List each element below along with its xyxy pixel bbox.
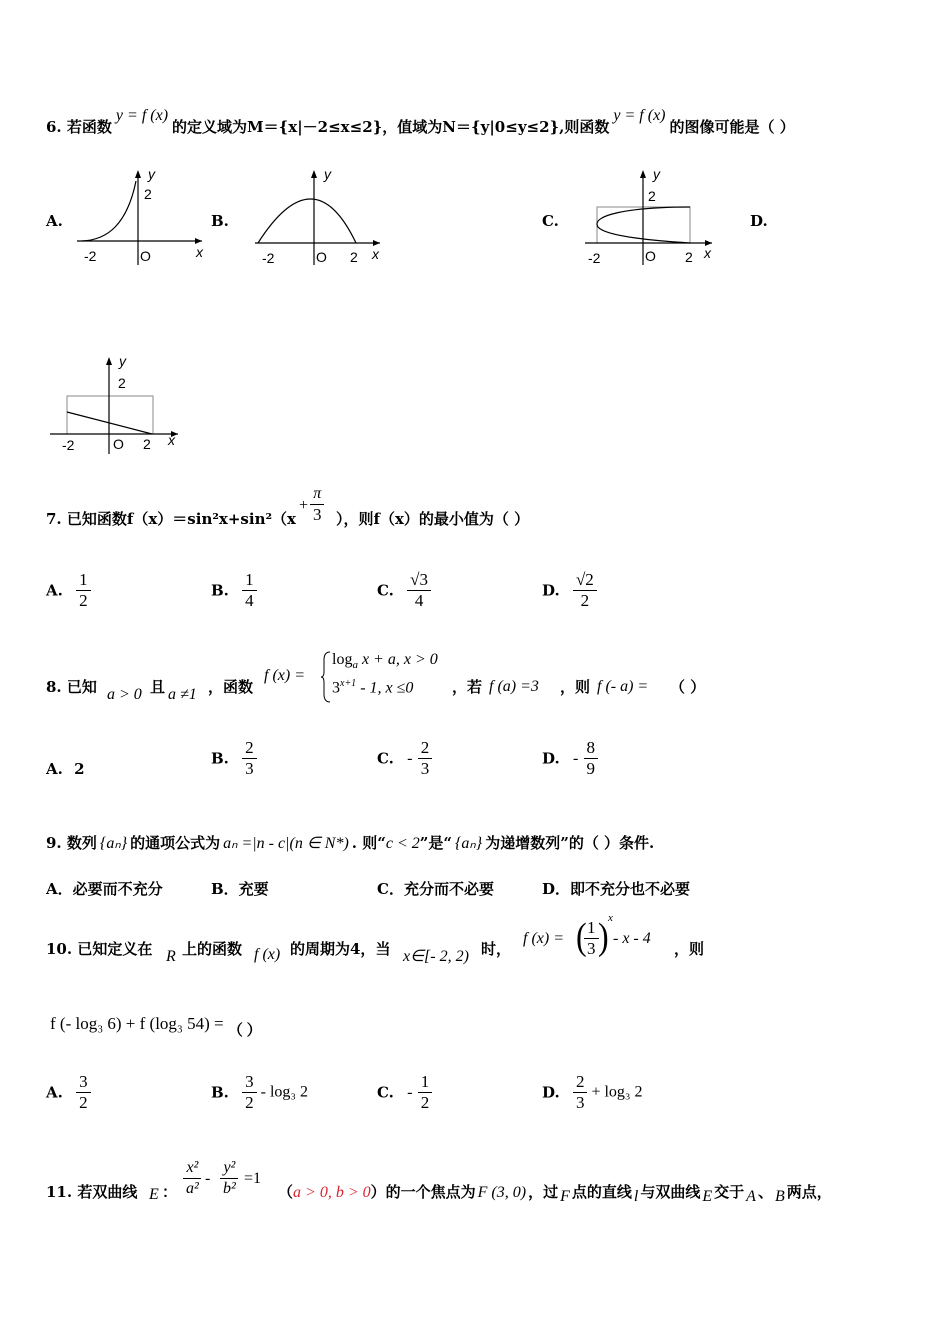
denominator: a² — [186, 1180, 199, 1197]
q11-cond-red: a > 0, b > 0 — [293, 1184, 371, 1201]
q8-case-1 — [332, 651, 438, 671]
q10-option-d-label: D. — [542, 1083, 560, 1102]
denominator: 2 — [580, 591, 590, 610]
q9-formula: aₙ =|n - c|(n ∈ N*) — [223, 835, 349, 852]
q9-seq-2: {aₙ} — [455, 835, 483, 852]
label-neg2: -2 — [84, 248, 97, 264]
q7-option-b[interactable] — [211, 570, 257, 611]
q10-text-5: ，则 — [674, 940, 705, 958]
label-2: 2 — [350, 249, 358, 265]
q10-option-b-tail: - log₃ 2 — [256, 1083, 308, 1101]
q8-option-b-fraction — [242, 738, 257, 779]
q7-option-d[interactable] — [542, 570, 597, 611]
q6-option-d-label[interactable]: D. — [750, 212, 768, 230]
q11-text-1: 若双曲线 — [77, 1183, 138, 1201]
denominator: 3 — [587, 939, 596, 958]
numerator: 1 — [242, 570, 257, 591]
q10-option-a-label: A. — [46, 1083, 63, 1102]
q10-text-4: 时， — [481, 940, 512, 958]
label-y: y — [119, 353, 126, 369]
q6-func: y = f (x) — [115, 107, 169, 124]
numerator: 1 — [76, 570, 91, 591]
q11-F-2: F — [560, 1188, 570, 1205]
q8-option-d-sign: - — [572, 749, 579, 767]
q6-graph-c — [580, 165, 720, 270]
q6-graph-b — [252, 165, 392, 270]
label-x: x — [196, 244, 203, 260]
q8-option-d-fraction — [584, 738, 599, 779]
q10-option-b-label: B. — [211, 1083, 229, 1102]
q9-cond: c < 2 — [385, 835, 420, 852]
q7-option-d-fraction — [573, 570, 597, 611]
q11-number: 11. — [46, 1183, 73, 1201]
q11-text-8: 两点， — [786, 1183, 832, 1201]
q7-option-a[interactable] — [46, 570, 91, 611]
label-origin: O — [140, 248, 151, 264]
q8-option-c-label: C. — [377, 749, 394, 768]
denominator: 3 — [420, 759, 430, 778]
q11-minus: - — [205, 1170, 211, 1187]
q11-colon: ： — [162, 1183, 178, 1201]
q7-pi: π — [310, 484, 324, 505]
q6-option-a-label[interactable]: A. — [46, 212, 63, 230]
q11-cond-close: ） — [370, 1183, 386, 1201]
numerator: 2 — [573, 1072, 588, 1093]
q10-fx: f (x) — [254, 946, 281, 963]
q11-x-fraction — [183, 1158, 202, 1199]
q6-text-3: 的图像可能是（ ） — [669, 118, 795, 136]
numerator: 2 — [418, 738, 433, 759]
label-2: 2 — [144, 186, 152, 202]
label-x: x — [372, 246, 379, 262]
q8-option-c-fraction — [418, 738, 433, 779]
q11-cond-open: （ — [278, 1183, 294, 1201]
q6-option-c-label[interactable]: C. — [542, 212, 559, 230]
numerator: 3 — [76, 1072, 91, 1093]
q8-cond-2: a ≠1 — [168, 686, 197, 703]
q8-text-5: ，则 — [560, 678, 591, 696]
q10-domain: x∈[- 2, 2) — [403, 948, 469, 965]
label-x: x — [168, 432, 175, 448]
q10-option-b-fraction — [242, 1072, 257, 1113]
q6-text-1: 若函数 — [66, 118, 112, 136]
y-axis-arrow-icon — [311, 170, 317, 178]
label-x: x — [704, 245, 711, 261]
q8-cond-1: a > 0 — [107, 686, 142, 703]
q7-plus: + — [299, 497, 309, 514]
denominator: 2 — [79, 591, 88, 610]
q7-option-a-fraction — [76, 570, 91, 611]
q8-paren: （ ） — [670, 678, 706, 696]
q10-text-2: 上的函数 — [182, 940, 243, 958]
q6-graph-d — [46, 352, 186, 457]
q7-option-c-label: C. — [377, 581, 394, 600]
q8-case-1-sub: a — [352, 659, 358, 672]
q8-option-a-label: A. — [46, 760, 63, 778]
q11-number-text — [46, 1181, 137, 1202]
q9-option-a[interactable]: A．必要而不充分 — [46, 880, 163, 898]
q10-option-c-fraction — [418, 1072, 433, 1113]
numerator: √2 — [573, 570, 597, 591]
q10-expression — [50, 1013, 262, 1039]
denominator: 2 — [420, 1093, 430, 1112]
label-y: y — [324, 166, 331, 182]
q10-formula-lhs: f (x) = — [523, 930, 564, 947]
q6-line — [46, 107, 795, 137]
q8-text-3: ，函数 — [208, 678, 254, 696]
q7-tail: ），则f（x）的最小值为（ ） — [336, 510, 530, 528]
numerator: 1 — [418, 1072, 433, 1093]
label-origin: O — [316, 249, 327, 265]
q8-text-1: 已知 — [66, 678, 97, 696]
q7-option-b-label: B. — [211, 581, 229, 600]
q11-E-2: E — [702, 1188, 713, 1205]
q6-text-2: 的定义域为M＝{x|－2≤x≤2}，值域为N＝{y|0≤y≤2},则函数 — [172, 118, 610, 136]
q8-fa: f (a) =3 — [489, 678, 539, 695]
q10-option-b[interactable] — [211, 1072, 308, 1113]
q10-formula-tail: - x - 4 — [613, 930, 651, 947]
q11-F: F (3, 0) — [477, 1184, 527, 1201]
q8-option-d[interactable] — [542, 738, 598, 779]
q10-formula-exp: x — [608, 912, 613, 924]
q11-cond — [278, 1181, 832, 1205]
q11-text-7: 、 — [757, 1183, 773, 1201]
q10-expr: f (- log₃ 6) + f (log₃ 54) = — [50, 1014, 224, 1033]
denominator: 9 — [586, 759, 595, 778]
denominator: b² — [223, 1180, 236, 1197]
q8-number: 8. — [46, 678, 62, 696]
y-axis-arrow-icon — [135, 170, 141, 178]
label-origin: O — [645, 248, 656, 264]
denominator: 4 — [245, 591, 254, 610]
q11-text-6: 交于 — [714, 1183, 745, 1201]
q10-text-3: 的周期为4，当 — [290, 940, 391, 958]
q10-option-d-tail: + log₃ 2 — [587, 1083, 643, 1101]
q9-text-5: 为递增数列”的（ ）条件. — [485, 834, 655, 852]
q6-number: 6. — [46, 118, 62, 136]
q10-line-1 — [46, 938, 152, 959]
label-2: 2 — [143, 436, 151, 452]
label-neg2: -2 — [62, 437, 75, 453]
q8-case-1-log: log — [332, 651, 353, 668]
q8-number-text — [46, 676, 97, 697]
q9-option-d[interactable]: D．即不充分也不必要 — [542, 880, 691, 898]
q9-number: 9. — [46, 834, 62, 852]
q8-text-4: ，若 — [452, 678, 483, 696]
q8-option-b[interactable] — [211, 738, 257, 779]
q8-option-b-label: B. — [211, 749, 229, 768]
q6-option-b-label[interactable]: B. — [211, 212, 229, 230]
q11-text-3: ，过 — [528, 1183, 559, 1201]
label-y: y — [653, 166, 660, 182]
q8-option-c-sign: - — [407, 749, 413, 767]
q11-eq: =1 — [244, 1170, 262, 1187]
numerator: x² — [183, 1158, 201, 1179]
q10-option-d[interactable] — [542, 1072, 642, 1113]
q8-option-a[interactable] — [46, 760, 85, 778]
q8-fx: f (x) = — [264, 667, 305, 684]
q11-text-5: 与双曲线 — [640, 1183, 701, 1201]
y-axis-arrow-icon — [640, 170, 646, 178]
numerator: 3 — [242, 1072, 257, 1093]
q10-option-a[interactable] — [46, 1072, 91, 1113]
curve — [258, 199, 356, 243]
label-2-top: 2 — [118, 375, 126, 391]
q7-option-c[interactable] — [377, 570, 431, 611]
q10-option-d-fraction — [573, 1072, 588, 1113]
q7-option-c-fraction — [407, 570, 431, 611]
q9-option-b[interactable]: B．充要 — [211, 880, 269, 898]
q9-text-1: 数列 — [66, 834, 97, 852]
q9-text-2: 的通项公式为 — [130, 834, 221, 852]
q7-option-b-fraction — [242, 570, 257, 611]
q8-brace-icon — [320, 650, 332, 704]
q7-number: 7. — [46, 510, 62, 528]
q11-A: A — [746, 1188, 756, 1205]
q9-text-3: . 则“ — [351, 834, 386, 852]
q11-y-fraction — [220, 1158, 239, 1199]
denominator: 2 — [245, 1093, 254, 1112]
q11-l: l — [633, 1188, 639, 1205]
denominator: 2 — [79, 1093, 88, 1112]
q7-option-a-label: A. — [46, 581, 63, 600]
y-axis-arrow-icon — [106, 357, 112, 365]
q10-R: R — [166, 948, 176, 965]
label-2: 2 — [685, 249, 693, 265]
q8-option-d-label: D. — [542, 749, 560, 768]
q8-option-c[interactable] — [377, 738, 432, 779]
q11-text-2: 的一个焦点为 — [385, 1183, 476, 1201]
label-neg2: -2 — [262, 250, 275, 266]
q7-option-d-label: D. — [542, 581, 560, 600]
curve — [82, 181, 136, 241]
q10-option-c-label: C. — [377, 1083, 394, 1102]
q8-option-a-value: 2 — [74, 760, 85, 778]
q10-formula-fraction — [584, 918, 599, 959]
q7-pi-fraction — [310, 484, 325, 525]
q11-text-4: 点的直线 — [571, 1183, 632, 1201]
label-y: y — [148, 166, 155, 182]
q11-E: E — [149, 1186, 159, 1203]
q10-paren-close-icon: ) — [598, 914, 609, 958]
q8-f-minus-a: f (- a) = — [597, 678, 649, 695]
label-2-top: 2 — [648, 188, 656, 204]
q9-text-4: ”是“ — [419, 834, 453, 852]
q10-option-c-sign: - — [407, 1083, 413, 1101]
q9-line — [46, 832, 654, 853]
q7-line — [46, 508, 296, 529]
numerator: y² — [220, 1158, 238, 1179]
label-origin: O — [113, 436, 124, 452]
numerator: √3 — [407, 570, 431, 591]
denominator: 4 — [414, 591, 424, 610]
q8-text-2: 且 — [150, 678, 166, 696]
numerator: 8 — [584, 738, 599, 759]
numerator: 2 — [242, 738, 257, 759]
denominator: 3 — [575, 1093, 585, 1112]
q11-B: B — [774, 1188, 785, 1205]
numerator: 1 — [584, 918, 599, 939]
q8-case-2-base: 3 — [332, 679, 340, 697]
q8-case-1-tail: x + a, x > 0 — [357, 651, 438, 668]
q10-option-a-fraction — [76, 1072, 91, 1113]
q10-option-c[interactable] — [377, 1072, 432, 1113]
q9-option-c[interactable]: C．充分而不必要 — [377, 880, 494, 898]
q6-func-2: y = f (x) — [613, 107, 666, 124]
q8-case-2-sup: x+1 — [340, 678, 357, 689]
q10-paren-open-icon: ( — [576, 914, 587, 958]
q7-text: 已知函数f（x）＝sin²x+sin²（x — [66, 510, 296, 528]
q6-graph-a — [72, 165, 212, 270]
q9-seq: {aₙ} — [99, 835, 128, 852]
q10-paren: （ ） — [227, 1023, 262, 1039]
denominator: 3 — [245, 759, 254, 778]
label-neg2: -2 — [588, 250, 601, 266]
q10-text-1: 已知定义在 — [77, 940, 153, 958]
q7-three: 3 — [313, 505, 322, 524]
q8-case-2 — [332, 678, 413, 697]
q8-case-2-tail: - 1, x ≤0 — [356, 679, 414, 697]
q10-number: 10. — [46, 940, 73, 958]
